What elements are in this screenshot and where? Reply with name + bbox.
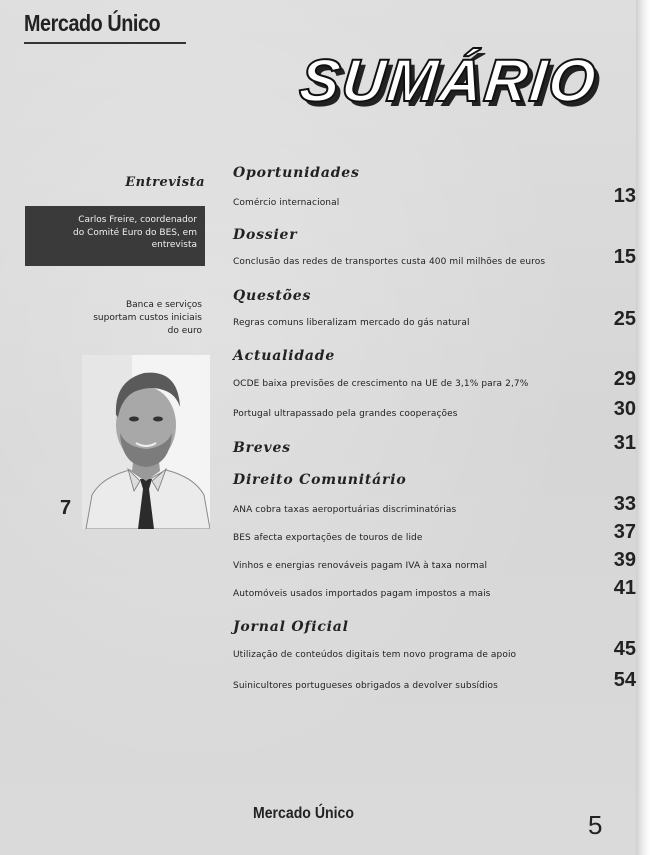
portrait-illustration xyxy=(82,355,210,529)
teaser-line: do euro xyxy=(167,326,202,336)
page-edge xyxy=(636,0,650,855)
teaser-line: Banca e serviços xyxy=(125,300,202,310)
toc-page-number: 30 xyxy=(613,398,636,420)
interview-box-line: Carlos Freire, coordenador xyxy=(78,215,197,225)
footer-brand: Mercado Único xyxy=(253,805,354,822)
interview-box-line: do Comité Euro do BES, em xyxy=(72,227,197,238)
toc-entry[interactable]: Comércio internacional xyxy=(233,198,340,208)
toc-entry[interactable]: Automóveis usados importados pagam impostos a mais xyxy=(233,589,491,599)
toc-page-number: 45 xyxy=(613,638,636,660)
section-actualidade: Actualidade xyxy=(233,348,336,364)
section-jornal-oficial: Jornal Oficial xyxy=(233,619,349,635)
toc-entry[interactable]: Portugal ultrapassado pela grandes cooperações xyxy=(233,409,458,419)
teaser-line: suportam custos iniciais xyxy=(93,313,202,323)
toc-entry[interactable]: Regras comuns liberalizam mercado do gás natural xyxy=(233,318,470,328)
toc-page-number: 33 xyxy=(613,493,636,515)
section-breves[interactable]: Breves xyxy=(233,440,291,456)
interview-box-line: entrevista xyxy=(151,240,197,250)
section-direito-comunitario: Direito Comunitário xyxy=(233,472,407,488)
toc-page-number: 13 xyxy=(613,185,636,207)
magazine-brand: Mercado Único xyxy=(24,10,161,36)
toc-page-number: 31 xyxy=(613,432,636,454)
toc-page-number: 25 xyxy=(613,308,636,330)
page-title: SUMÁRIO xyxy=(296,47,601,114)
toc-page-number: 15 xyxy=(613,246,636,268)
interview-box[interactable] xyxy=(25,206,205,266)
toc-entry[interactable]: Suinicultores portugueses obrigados a devolver subsídios xyxy=(233,681,498,691)
interviewee-photo xyxy=(82,355,210,529)
toc-entry[interactable]: ANA cobra taxas aeroportuárias discriminatórias xyxy=(233,505,457,515)
toc-page-number: 29 xyxy=(613,368,636,390)
interview-page-number: 7 xyxy=(60,497,72,519)
interview-article-teaser[interactable] xyxy=(40,299,202,338)
interview-heading: Entrevista xyxy=(125,175,205,190)
toc-entry[interactable]: BES afecta exportações de touros de lide xyxy=(233,533,423,543)
toc-page-number: 39 xyxy=(613,549,636,571)
section-questoes: Questões xyxy=(233,288,312,304)
section-dossier: Dossier xyxy=(233,227,298,243)
toc-entry[interactable]: Conclusão das redes de transportes custa 400 mil milhões de euros xyxy=(233,257,546,267)
toc-page-number: 41 xyxy=(613,577,636,599)
brand-underline xyxy=(24,42,186,44)
toc-entry[interactable]: Vinhos e energias renováveis pagam IVA à taxa normal xyxy=(233,561,488,571)
toc-entry[interactable]: OCDE baixa previsões de crescimento na UE de 3,1% para 2,7% xyxy=(233,379,529,389)
toc-entry[interactable]: Utilização de conteúdos digitais tem novo programa de apoio xyxy=(233,650,517,660)
toc-page-number: 37 xyxy=(613,521,636,543)
footer-page-number: 5 xyxy=(588,810,603,840)
section-oportunidades: Oportunidades xyxy=(233,165,360,181)
toc-page-number: 54 xyxy=(613,669,636,691)
